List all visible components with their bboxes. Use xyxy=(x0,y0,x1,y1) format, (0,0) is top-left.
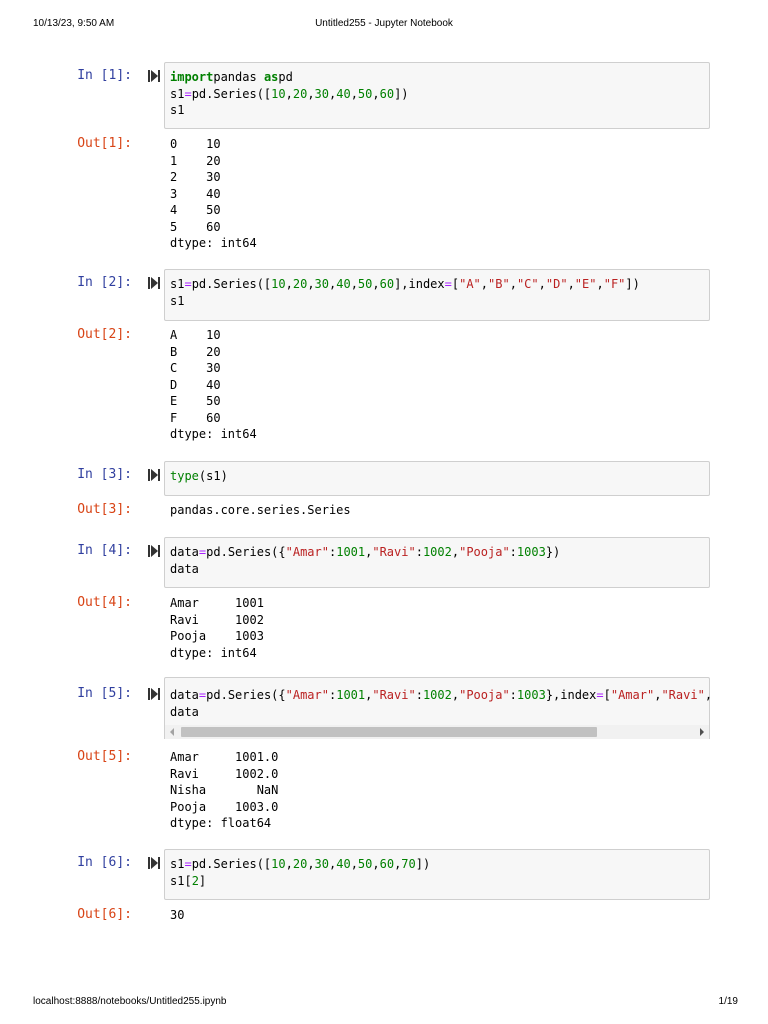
code-token: "Amar" xyxy=(610,688,655,702)
code-token: pd.Series([ xyxy=(191,857,272,871)
output-line: 3 40 xyxy=(170,186,221,201)
code-token: import xyxy=(170,70,214,84)
code-token: 1002 xyxy=(422,688,452,702)
code-token: = xyxy=(198,688,207,702)
code-token: s1 xyxy=(170,277,185,291)
code-token: pd.Series({ xyxy=(206,545,286,559)
code-token: : xyxy=(415,545,423,559)
code-token: 30 xyxy=(314,86,329,101)
output-prompt: Out[3]: xyxy=(77,502,132,517)
code-token: = xyxy=(444,277,452,291)
code-token: "Amar" xyxy=(285,545,329,559)
output-line: Amar 1001 xyxy=(170,596,264,610)
code-token: 60 xyxy=(379,86,395,101)
code-token: 50 xyxy=(357,277,373,291)
code-token: 10 xyxy=(271,857,286,871)
page-number: 1/19 xyxy=(718,996,738,1007)
output-line: dtype: int64 xyxy=(170,427,257,441)
cell-output xyxy=(170,749,278,832)
code-token: 10 xyxy=(271,86,286,101)
code-token: 40 xyxy=(336,857,351,871)
code-token: ],index xyxy=(394,277,445,291)
code-token: 50 xyxy=(357,857,373,871)
output-line: 4 50 xyxy=(170,203,221,217)
code-token: "Amar" xyxy=(285,688,329,702)
cell-output xyxy=(170,502,351,519)
code-token: 20 xyxy=(292,277,308,291)
code-token: s1 xyxy=(170,103,185,117)
code-token: = xyxy=(184,857,192,871)
code-token: , xyxy=(307,86,315,101)
code-token: "E" xyxy=(574,277,597,291)
code-token: , xyxy=(285,857,293,871)
code-token: , xyxy=(372,86,380,101)
print-header xyxy=(0,18,768,32)
run-cell-icon[interactable] xyxy=(148,856,160,870)
code-token: 30 xyxy=(314,277,329,291)
code-token: as xyxy=(263,70,279,84)
code-token: "Ravi" xyxy=(661,688,705,702)
code-token: , xyxy=(654,688,662,702)
code-line xyxy=(170,856,709,873)
code-line xyxy=(170,293,709,310)
code-token: , xyxy=(451,545,460,559)
output-line: dtype: int64 xyxy=(170,236,257,250)
code-token: : xyxy=(509,545,517,559)
code-token: data xyxy=(170,688,199,702)
code-token: : xyxy=(509,688,517,702)
code-line xyxy=(170,276,709,293)
output-line: 2 30 xyxy=(170,170,221,184)
code-token: 60 xyxy=(379,857,395,871)
code-token: pd.Series([ xyxy=(191,277,272,291)
output-prompt: Out[6]: xyxy=(77,907,132,922)
cell-output xyxy=(170,136,257,252)
code-token: "Pooja" xyxy=(459,545,510,559)
output-line: Nisha NaN xyxy=(170,783,279,797)
code-token: pandas xyxy=(213,70,264,84)
code-token: },index xyxy=(545,688,597,702)
output-line: Ravi 1002 xyxy=(170,612,264,627)
code-token: = xyxy=(184,86,192,101)
code-token: , xyxy=(567,277,575,291)
input-prompt: In [5]: xyxy=(77,686,132,701)
scroll-right-icon[interactable] xyxy=(700,728,704,736)
run-cell-icon[interactable] xyxy=(148,687,160,701)
output-line: pandas.core.series.Series xyxy=(170,503,351,517)
output-prompt: Out[5]: xyxy=(77,749,132,764)
code-token: 40 xyxy=(336,277,351,291)
code-line xyxy=(170,873,709,890)
code-token: , xyxy=(350,857,358,871)
run-cell-icon[interactable] xyxy=(148,468,160,482)
code-line xyxy=(170,69,709,86)
code-token: , xyxy=(307,277,315,291)
code-token: ] xyxy=(198,873,207,888)
code-line xyxy=(170,687,713,704)
code-line xyxy=(170,544,709,561)
code-token: 1003 xyxy=(516,688,546,702)
code-token: 60 xyxy=(379,277,395,291)
code-input[interactable] xyxy=(164,537,710,588)
code-token: s1 xyxy=(170,857,185,871)
code-token: , xyxy=(285,277,293,291)
input-prompt: In [3]: xyxy=(77,467,132,482)
code-token: : xyxy=(328,545,337,559)
code-token: , xyxy=(307,857,315,871)
code-token: : xyxy=(328,688,337,702)
output-line: Amar 1001.0 xyxy=(170,750,279,764)
cell-output xyxy=(170,907,184,924)
code-token: 20 xyxy=(292,857,308,871)
code-token: "A" xyxy=(459,277,481,291)
code-token: s1 xyxy=(170,293,185,308)
code-input[interactable] xyxy=(164,269,710,321)
code-token: 10 xyxy=(271,277,286,291)
code-token: , xyxy=(285,86,293,101)
code-token: }) xyxy=(545,545,561,559)
cell-output xyxy=(170,595,264,661)
code-token: ]) xyxy=(625,277,640,291)
code-token: , xyxy=(372,277,380,291)
print-footer xyxy=(0,996,768,1010)
input-prompt: In [1]: xyxy=(77,68,132,83)
code-token: s1 xyxy=(170,86,185,101)
horizontal-scrollbar[interactable] xyxy=(164,725,710,739)
code-line xyxy=(170,704,709,721)
code-token: data xyxy=(170,561,199,576)
code-token: = xyxy=(596,688,604,702)
code-token: , xyxy=(596,277,604,291)
output-line: dtype: float64 xyxy=(170,816,272,830)
code-token: s1[ xyxy=(170,873,192,888)
code-token: = xyxy=(198,545,207,559)
code-token: , xyxy=(329,86,337,101)
code-token: "C" xyxy=(516,277,539,291)
code-token: , xyxy=(372,857,380,871)
code-token: , xyxy=(480,277,489,291)
output-line: Ravi 1002.0 xyxy=(170,766,279,781)
code-token: type xyxy=(170,469,199,483)
code-token: 1003 xyxy=(516,545,546,559)
code-line xyxy=(170,86,709,103)
code-token: data xyxy=(170,545,199,559)
code-token: , xyxy=(365,545,373,559)
code-input[interactable] xyxy=(164,677,713,725)
output-line: B 20 xyxy=(170,344,221,359)
code-token: = xyxy=(184,277,192,291)
code-token: ]) xyxy=(394,86,409,101)
code-token: , xyxy=(350,277,358,291)
code-token: , xyxy=(394,857,402,871)
code-token: 30 xyxy=(314,857,329,871)
code-token: , xyxy=(329,857,337,871)
code-token: [ xyxy=(451,277,460,291)
print-title: Untitled255 - Jupyter Notebook xyxy=(315,18,453,29)
output-prompt: Out[1]: xyxy=(77,136,132,151)
code-token: 1002 xyxy=(422,545,452,559)
output-line: D 40 xyxy=(170,377,221,392)
code-token: 20 xyxy=(292,86,308,101)
output-line: 1 20 xyxy=(170,153,221,168)
code-line xyxy=(170,468,709,485)
code-token: , xyxy=(350,86,358,101)
code-token: , xyxy=(451,688,460,702)
code-token: , xyxy=(509,277,517,291)
output-line: Pooja 1003.0 xyxy=(170,799,279,814)
code-token: [ xyxy=(603,688,611,702)
code-input[interactable] xyxy=(164,461,710,496)
output-line: Pooja 1003 xyxy=(170,629,264,643)
code-token: pd xyxy=(278,70,293,84)
code-token: , xyxy=(365,688,373,702)
code-token: 40 xyxy=(336,86,351,101)
code-token: , xyxy=(704,688,713,702)
code-input[interactable] xyxy=(164,849,710,900)
code-token: , xyxy=(538,277,546,291)
output-line: E 50 xyxy=(170,394,221,408)
code-token: 2 xyxy=(191,873,199,888)
code-token: , xyxy=(329,277,337,291)
code-input[interactable] xyxy=(164,62,710,129)
input-prompt: In [4]: xyxy=(77,543,132,558)
code-token: "Pooja" xyxy=(459,688,510,702)
run-cell-icon[interactable] xyxy=(148,544,160,558)
code-token: (s1) xyxy=(198,469,228,483)
output-line: A 10 xyxy=(170,328,221,342)
print-datetime: 10/13/23, 9:50 AM xyxy=(33,18,115,29)
output-line: 5 60 xyxy=(170,219,221,234)
code-line xyxy=(170,561,709,578)
print-url: localhost:8888/notebooks/Untitled255.ipynb xyxy=(33,996,227,1007)
output-prompt: Out[4]: xyxy=(77,595,132,610)
code-token: 1001 xyxy=(336,688,366,702)
code-token: ]) xyxy=(415,857,431,871)
code-token: "Ravi" xyxy=(372,545,416,559)
scrollbar-thumb[interactable] xyxy=(181,727,597,737)
output-line: 30 xyxy=(170,908,185,922)
code-token: 70 xyxy=(401,857,416,871)
code-token: "F" xyxy=(603,277,626,291)
cell-output xyxy=(170,327,257,443)
input-prompt: In [6]: xyxy=(77,855,132,870)
code-line xyxy=(170,102,709,119)
code-token: : xyxy=(415,688,423,702)
code-token: pd.Series([ xyxy=(191,86,272,101)
output-line: F 60 xyxy=(170,410,221,425)
scroll-left-icon[interactable] xyxy=(170,728,174,736)
code-token: "Ravi" xyxy=(372,688,416,702)
code-token: "D" xyxy=(545,277,568,291)
run-cell-icon[interactable] xyxy=(148,276,160,290)
code-token: data xyxy=(170,704,199,719)
output-prompt: Out[2]: xyxy=(77,327,132,342)
code-token: 1001 xyxy=(336,545,366,559)
input-prompt: In [2]: xyxy=(77,275,132,290)
code-token: pd.Series({ xyxy=(206,688,286,702)
output-line: C 30 xyxy=(170,361,221,375)
output-line: 0 10 xyxy=(170,137,221,151)
output-line: dtype: int64 xyxy=(170,645,257,660)
code-token: "B" xyxy=(488,277,510,291)
code-token: 50 xyxy=(357,86,373,101)
run-cell-icon[interactable] xyxy=(148,69,160,83)
